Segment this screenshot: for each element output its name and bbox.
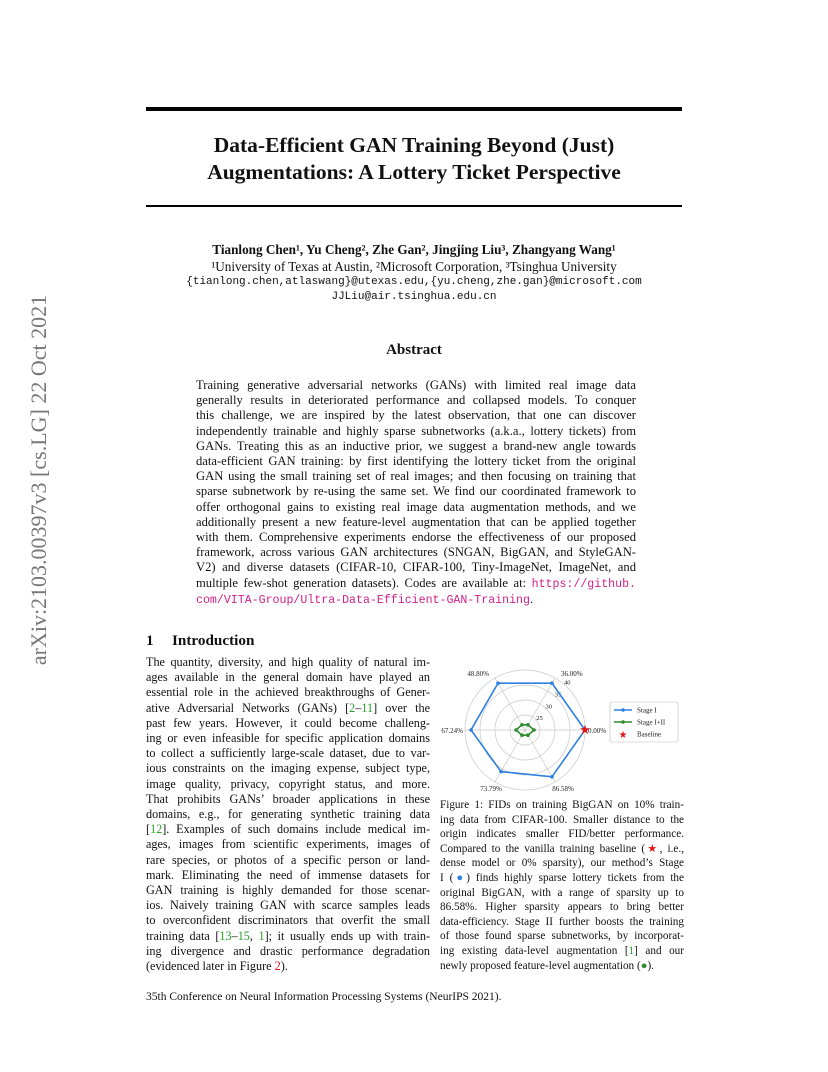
radar-axis-label: 48.80% (467, 670, 489, 679)
caption-line (440, 944, 684, 959)
intro-line (146, 822, 430, 837)
caption-line (440, 871, 684, 886)
intro-text: training data [ (146, 928, 220, 943)
caption-line (440, 842, 684, 857)
intro-line: ious constraints on the imaging expense, subject type, (146, 761, 430, 776)
radar-tick-label: 35 (554, 691, 562, 699)
caption-text: ). (647, 959, 654, 972)
caption-text: Compared to the vanilla training baseline ( (440, 842, 646, 855)
author-names: Tianlong Chen¹, Yu Cheng², Zhe Gan², Jingjing Liu³, Zhangyang Wang¹ (212, 242, 616, 257)
intro-text: (evidenced later in Figure (146, 959, 275, 974)
radar-axis-label: 36.00% (561, 670, 583, 679)
intro-line: essential role in the achieved breakthroughs of Gener- (146, 685, 430, 700)
radar-point (526, 733, 530, 737)
paper-title (146, 132, 682, 186)
caption-line: data-efficiency. Stage II further boosts the training (440, 915, 684, 928)
abstract-line: GANs. Treating this as an inductive prior, we suggest a brand-new angle towards (196, 438, 636, 453)
radar-chart (438, 655, 682, 793)
arxiv-stamp-text: arXiv:2103.00397v3 [cs.LG] 22 Oct 2021 (26, 294, 51, 666)
abstract-line: Training generative adversarial networks (GANs) with limited real image data (196, 378, 636, 392)
radar-point (532, 728, 536, 732)
star-icon: ★ (645, 842, 660, 855)
intro-text: , (249, 928, 259, 943)
intro-line: domains, e.g., for generating synthetic training data (146, 807, 430, 822)
title-top-rule (146, 107, 682, 111)
code-link[interactable]: com/VITA-Group/Ultra-Data-Efficient-GAN-Training (196, 593, 530, 607)
baseline-star-icon: ★ (579, 722, 591, 737)
radar-axis-label: 86.58% (552, 784, 574, 793)
radar-axis-label: 73.79% (480, 784, 502, 793)
intro-line: ios. Naively training GAN with scarce samples leads (146, 898, 430, 913)
radar-tick-label: 30 (545, 703, 552, 711)
legend-label: Stage I+II (637, 718, 666, 727)
caption-line: 86.58%. Higher sparsity appears to bring better (440, 901, 684, 914)
intro-line: rare species, or photos of a specific person or land- (146, 852, 430, 867)
abstract-line (196, 592, 636, 608)
dot-icon: ● (640, 959, 648, 972)
abstract-text: . (529, 591, 534, 606)
citation-link[interactable]: 1 (628, 944, 635, 957)
intro-line: mark. Eliminating the need of immense datasets for (146, 867, 430, 882)
intro-text: ]; it usually ends up with train- (264, 928, 431, 943)
intro-text: [ (146, 822, 151, 837)
legend-label: Stage I (637, 706, 657, 715)
citation-link[interactable]: 1 (258, 928, 265, 943)
intro-line (146, 701, 430, 716)
legend-star-icon: ★ (618, 730, 628, 741)
radar-tick-label: 25 (536, 715, 543, 723)
dot-icon: ● (453, 871, 467, 884)
intro-line: ages, images from scientific experiments, images of (146, 837, 430, 852)
caption-line: dense model or 0% sparsity), our method’s Stage (440, 857, 684, 870)
caption-line (440, 959, 684, 974)
intro-line (146, 959, 430, 974)
radar-point (526, 723, 530, 727)
citation-link[interactable]: 2 (349, 700, 356, 715)
abstract-line (196, 576, 636, 592)
radar-axis-label: 67.24% (441, 727, 463, 735)
figure-caption (440, 798, 684, 973)
intro-line (146, 929, 430, 944)
abstract-line: GAN using the small training set of real images; and then focusing on training that (196, 469, 636, 484)
intro-text: – (355, 700, 362, 715)
title-bottom-rule (146, 205, 682, 207)
radar-point (520, 733, 524, 737)
legend-label: Baseline (637, 730, 662, 739)
arxiv-stamp (24, 290, 54, 670)
intro-text: ] over the (373, 700, 430, 715)
caption-line: ing data from CIFAR-100. Smaller distance to the (440, 813, 684, 826)
citation-link[interactable]: 12 (150, 822, 163, 837)
abstract-line: data-efficient GAN training: by first identifying the lottery ticket from the original (196, 454, 636, 469)
abstract-line: generally results in deteriorated performance and collapsed models. To conquer (196, 393, 636, 408)
author-emails-1: {tianlong.chen,atlaswang}@utexas.edu,{yu.cheng,zhe.gan}@microsoft.com (186, 276, 642, 288)
intro-line: ages available in the general domain have played an (146, 670, 430, 685)
intro-text: – (231, 928, 238, 943)
intro-body (146, 655, 430, 974)
radar-axis-label: 0.00% (588, 727, 607, 735)
abstract-line: with them. Comprehensive experiments endorse the effectiveness of our proposed (196, 530, 636, 545)
section-title: Introduction (172, 632, 255, 649)
intro-line: past few years. However, it could become challeng- (146, 715, 430, 730)
abstract-line: independently trainable and highly sparse subnetworks (a.k.a., lottery tickets) from (196, 423, 636, 438)
caption-line: of those found sparse subnetworks, by incorporat- (440, 930, 684, 943)
intro-text: ]. Examples of such domains include medical im- (162, 822, 430, 837)
abstract-line: V2) and diverse datasets (CIFAR-10, CIFAR-100, Tiny-ImageNet, ImageNet, and (196, 560, 636, 575)
abstract-body (196, 378, 636, 608)
radar-point (550, 681, 554, 685)
abstract-line: sparse subnetwork by re-using the same set. We find our coordinated framework to (196, 484, 636, 499)
author-affiliations: ¹University of Texas at Austin, ²Microsoft Corporation, ³Tsinghua University (211, 259, 617, 274)
abstract-line: this challenge, we are inspired by the latest observation, that one can discover (196, 408, 636, 423)
caption-text: ] and our (634, 944, 684, 957)
figure-link[interactable]: 2 (274, 959, 281, 974)
abstract-heading: Abstract (386, 342, 442, 358)
code-link[interactable]: https://github. (531, 577, 636, 591)
radar-spoke (495, 678, 525, 730)
abstract-line: offer orthogonal gains to existing real image data augmentation methods, and we (196, 499, 636, 514)
intro-line: image quality, privacy, copyright status, and more. (146, 776, 430, 791)
abstract-line: additionally present a new feature-level augmentation that can be applied together (196, 514, 636, 529)
section-number: 1 (146, 632, 154, 649)
radar-point (469, 728, 473, 732)
intro-line: ing or even infeasible for specific application domains (146, 731, 430, 746)
intro-line: ing divergence and drastic performance degradation (146, 943, 430, 958)
author-emails-2: JJLiu@air.tsinghua.edu.cn (331, 291, 497, 303)
radar-point (499, 770, 503, 774)
legend-marker (621, 720, 625, 724)
citation-link[interactable]: 11 (361, 700, 374, 715)
section-heading (146, 632, 254, 650)
intro-line: The quantity, diversity, and high quality of natural im- (146, 655, 430, 669)
title-line-1: Data-Efficient GAN Training Beyond (Just) (213, 133, 615, 157)
radar-point (496, 681, 500, 685)
intro-line: to collect a sufficiently large-scale dataset, due to var- (146, 746, 430, 761)
radar-point (514, 728, 518, 732)
conference-footer: 35th Conference on Neural Information Processing Systems (NeurIPS 2021). (146, 991, 502, 1003)
intro-line: That prohibits GANs’ broader applications in these (146, 791, 430, 806)
title-line-2: Augmentations: A Lottery Ticket Perspective (207, 160, 621, 184)
caption-text: , i.e., (659, 842, 684, 855)
caption-line: Figure 1: FIDs on training BigGAN on 10% train- (440, 799, 684, 811)
caption-line: original BigGAN, with a range of sparsity up to (440, 886, 684, 899)
citation-link[interactable]: 13 (219, 928, 232, 943)
intro-text: ative Adversarial Networks (GANs) [ (146, 700, 350, 715)
caption-text: ) finds highly sparse lottery tickets from the (466, 871, 684, 884)
caption-text: I ( (440, 871, 454, 884)
intro-line: to overconfident discriminators that overfit the small (146, 913, 430, 928)
author-block (146, 241, 682, 305)
citation-link[interactable]: 15 (237, 928, 250, 943)
radar-point (550, 775, 554, 779)
caption-text: ing existing data-level augmentation [ (440, 944, 629, 957)
legend-marker (621, 708, 625, 712)
caption-line: origin indicates smaller FID/better performance. (440, 828, 684, 841)
intro-line: GAN training is highly demanded for those scenar- (146, 883, 430, 898)
radar-point (520, 723, 524, 727)
abstract-text: multiple few-shot generation datasets). Codes are available at: (196, 575, 532, 590)
intro-text: ). (280, 959, 288, 974)
abstract-line: framework, across various GAN architectures (SNGAN, BigGAN, and StyleGAN- (196, 545, 636, 560)
radar-tick-label: 40 (563, 679, 571, 687)
caption-text: newly proposed feature-level augmentation ( (440, 959, 641, 972)
